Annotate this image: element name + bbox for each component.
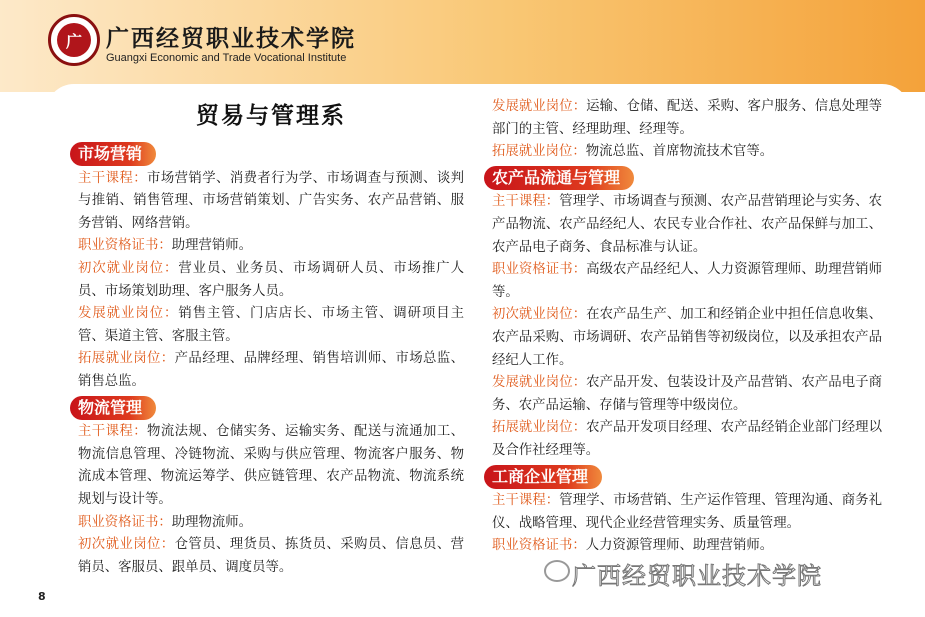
section-heading: 市场营销 bbox=[70, 142, 156, 166]
info-text: 物流总监、首席物流技术官等。 bbox=[585, 144, 774, 160]
school-name-cn: 广西经贸职业技术学院 bbox=[106, 26, 356, 52]
info-label: 职业资格证书： bbox=[492, 538, 586, 554]
info-text: 营业员、业务员、市场调研人员、市场推广人员、市场策划助理、客户服务人员。 bbox=[78, 260, 465, 299]
info-paragraph bbox=[492, 141, 882, 164]
wechat-icon bbox=[544, 560, 570, 582]
info-text: 农产品开发项目经理、农产品经销企业部门经理以及合作社经理等。 bbox=[492, 420, 883, 458]
school-logo bbox=[48, 14, 100, 66]
info-paragraph bbox=[78, 258, 464, 303]
left-column bbox=[78, 96, 464, 579]
info-text: 管理学、市场营销、生产运作管理、管理沟通、商务礼仪、战略管理、现代企业经营管理实务、质量管理。 bbox=[492, 493, 883, 531]
school-logo-emblem: 广 bbox=[57, 23, 91, 57]
info-paragraph bbox=[492, 535, 882, 558]
info-paragraph bbox=[492, 96, 882, 141]
info-label: 主干课程： bbox=[78, 170, 148, 186]
section-heading: 工商企业管理 bbox=[484, 465, 602, 489]
page-title: 贸易与管理系 bbox=[196, 103, 346, 129]
info-paragraph bbox=[78, 235, 464, 258]
info-paragraph bbox=[78, 534, 464, 579]
info-text: 助理物流师。 bbox=[171, 514, 253, 530]
info-text: 高级农产品经纪人、人力资源管理师、助理营销师等。 bbox=[492, 262, 883, 300]
info-text: 销售主管、门店店长、市场主管、调研项目主管、渠道主管、客服主管。 bbox=[78, 306, 465, 344]
info-text: 仓管员、理货员、拣货员、采购员、信息员、营销员、客服员、跟单员、调度员等。 bbox=[78, 537, 465, 575]
info-paragraph bbox=[78, 512, 464, 535]
info-label: 初次就业岗位： bbox=[492, 307, 587, 323]
info-label: 主干课程： bbox=[492, 493, 560, 509]
info-paragraph bbox=[78, 303, 464, 348]
info-label: 拓展就业岗位： bbox=[492, 144, 586, 160]
info-paragraph bbox=[78, 348, 464, 393]
left-sections bbox=[78, 140, 464, 579]
watermark: 广西经贸职业技术学院 bbox=[572, 562, 822, 590]
info-label: 主干课程： bbox=[78, 424, 148, 440]
page-number: 8 bbox=[38, 590, 46, 603]
info-paragraph bbox=[492, 372, 882, 417]
right-column bbox=[492, 96, 882, 558]
info-paragraph bbox=[492, 259, 882, 304]
info-paragraph bbox=[492, 191, 882, 259]
info-text: 管理学、市场调查与预测、农产品营销理论与实务、农产品物流、农产品经纪人、农民专业合作社、农产品保鲜与加工、农产品电子商务、食品标准与认证。 bbox=[492, 194, 883, 255]
info-paragraph bbox=[492, 417, 882, 462]
section-heading: 农产品流通与管理 bbox=[484, 166, 634, 190]
info-paragraph bbox=[492, 304, 882, 372]
info-paragraph bbox=[78, 421, 464, 511]
info-label: 初次就业岗位： bbox=[78, 537, 175, 553]
info-text: 产品经理、品牌经理、销售培训师、市场总监、销售总监。 bbox=[78, 351, 465, 389]
page-header bbox=[0, 0, 925, 92]
info-text: 人力资源管理师、助理营销师。 bbox=[585, 538, 774, 554]
info-label: 主干课程： bbox=[492, 194, 560, 210]
info-text: 运输、仓储、配送、采购、客户服务、信息处理等部门的主管、经理助理、经理等。 bbox=[492, 99, 883, 137]
info-paragraph bbox=[78, 168, 464, 236]
info-label: 职业资格证书： bbox=[78, 238, 172, 254]
info-label: 初次就业岗位： bbox=[78, 260, 179, 276]
info-label: 拓展就业岗位： bbox=[78, 351, 175, 367]
info-text: 农产品开发、包装设计及产品营销、农产品电子商务、农产品运输、存储与管理等中级岗位。 bbox=[492, 375, 883, 413]
right-intro bbox=[492, 96, 882, 164]
info-label: 发展就业岗位： bbox=[78, 306, 179, 322]
info-label: 发展就业岗位： bbox=[492, 99, 587, 114]
info-label: 发展就业岗位： bbox=[492, 375, 587, 391]
section-heading: 物流管理 bbox=[70, 396, 156, 420]
info-text: 市场营销学、消费者行为学、市场调查与预测、谈判与推销、销售管理、市场营销策划、广告实务、农产品营销、服务营销、网络营销。 bbox=[78, 170, 465, 231]
info-paragraph bbox=[492, 490, 882, 535]
right-sections bbox=[492, 164, 882, 558]
info-label: 职业资格证书： bbox=[492, 262, 587, 278]
info-text: 助理营销师。 bbox=[171, 238, 253, 254]
school-name-en: Guangxi Economic and Trade Vocational Institute bbox=[106, 52, 347, 64]
info-label: 拓展就业岗位： bbox=[492, 420, 587, 436]
info-text: 物流法规、仓储实务、运输实务、配送与流通加工、物流信息管理、冷链物流、采购与供应管理、物流客户服务、物流成本管理、物流运筹学、供应链管理、农产品物流、物流系统规划与设计等。 bbox=[78, 424, 465, 507]
info-text: 在农产品生产、加工和经销企业中担任信息收集、农产品采购、市场调研、农产品销售等初级岗位，以及承担农产品经纪人工作。 bbox=[492, 307, 883, 368]
info-label: 职业资格证书： bbox=[78, 514, 172, 530]
